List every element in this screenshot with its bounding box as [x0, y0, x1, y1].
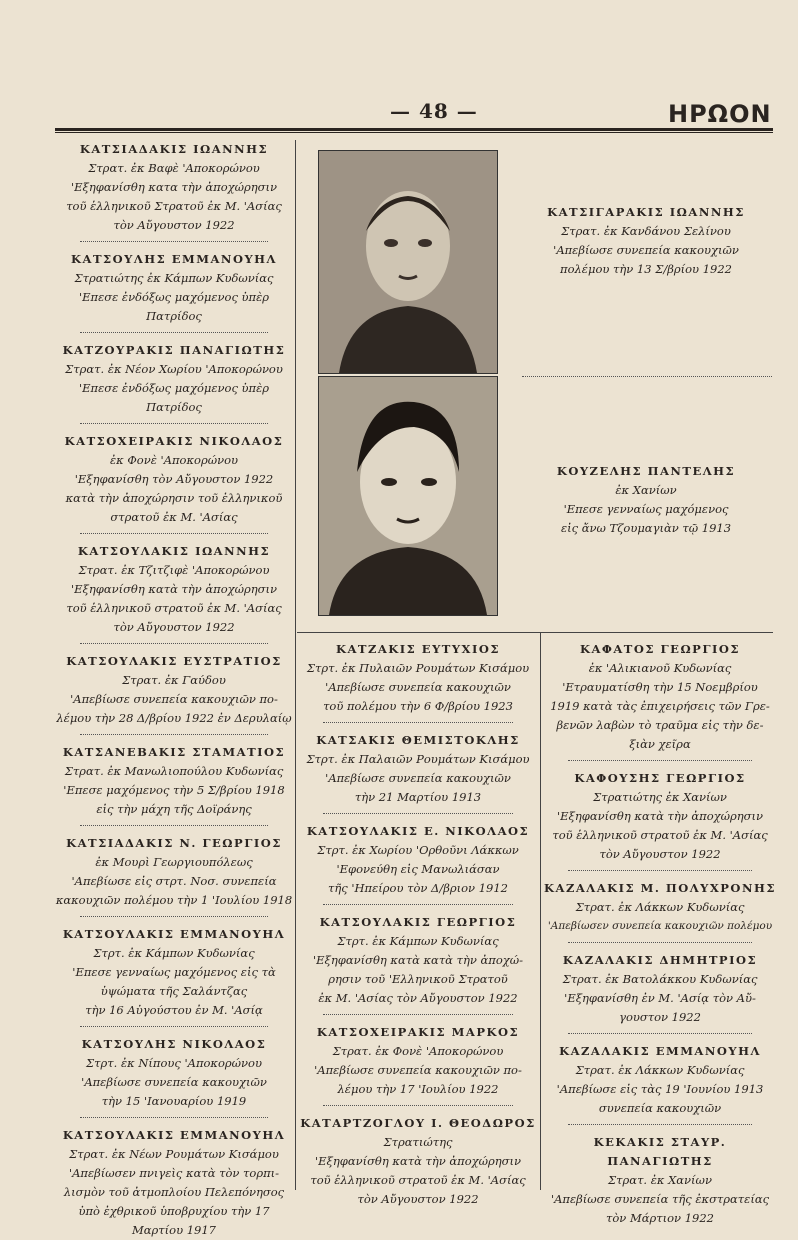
entry-katsoulakis-ioannis [55, 542, 293, 637]
entry-separator [323, 813, 513, 814]
entry-line: 'Απεβίωσε συνεπεία τῆς ἐκστρατείας [550, 1192, 770, 1206]
entry-name: ΚΟΥΖΕΛΗΣ ΠΑΝΤΕΛΗΣ [556, 464, 736, 478]
entry-name: ΚΑΤΣΟΥΛΗΣ ΝΙΚΟΛΑΟΣ [81, 1037, 267, 1051]
entry-line: ξιὰν χεῖρα [629, 737, 691, 751]
entry-line: Στρατ. ἐκ Κανδάνου Σελίνου [561, 224, 731, 238]
column-right [543, 640, 777, 1228]
column-right-top-2 [515, 462, 777, 538]
entry-katsoulakis-emmanouil [55, 925, 293, 1020]
entry-line: τὴν 15 'Ιανουαρίου 1919 [101, 1094, 247, 1108]
entry-kazalakis-emmanouil [543, 1042, 777, 1118]
entry-line: κατὰ τὴν ἀποχώρησιν τοῦ ἑλληνικοῦ [65, 491, 283, 505]
entry-name: ΚΑΤΣΑΝΕΒΑΚΙΣ ΣΤΑΜΑΤΙΟΣ [62, 745, 286, 759]
entry-line: τοῦ πολέμου τὴν 6 Φ/βρίου 1923 [323, 699, 513, 713]
entry-line: Στρτ. ἐκ Χωρίου 'Ορθοῦνι Λάκκων [317, 843, 519, 857]
entry-katsocheirakis-markos [298, 1023, 538, 1099]
entry-line: τὸν Αὔγουστον 1922 [357, 1192, 479, 1206]
entry-separator [80, 643, 268, 644]
header-rule-thin [55, 132, 773, 133]
entry-separator [80, 241, 268, 242]
entry-line: 'Επεσε μαχόμενος τὴν 5 Σ/βρίου 1918 [63, 783, 285, 797]
entry-name: ΚΑΤΣΟΥΛΑΚΙΣ Ε. ΝΙΚΟΛΑΟΣ [306, 824, 530, 838]
entry-separator [80, 825, 268, 826]
entry-katsoulis-emmanouil [55, 250, 293, 326]
header-rule [55, 128, 773, 131]
entry-katsoulis-nikolaos [55, 1035, 293, 1111]
entry-line: Στρατ. ἐκ Χανίων [608, 1173, 712, 1187]
entry-line: ὑπὸ ἐχθρικοῦ ὑποβρυχίου τὴν 17 [78, 1204, 270, 1218]
portrait-photo-bottom [318, 376, 498, 616]
entry-line: 'Εφονεύθη εἰς Μανωλιάσαν [336, 862, 500, 876]
entry-line: τοῦ ἑλληνικοῦ στρατοῦ ἐκ Μ. 'Ασίας [66, 601, 282, 615]
entry-line: πολέμου τὴν 13 Σ/βρίου 1922 [560, 262, 732, 276]
entry-line: 'Απεβίωσε συνεπεία κακουχιῶν [81, 1075, 267, 1089]
entry-name: ΚΑΤΣΟΧΕΙΡΑΚΙΣ ΝΙΚΟΛΑΟΣ [64, 434, 284, 448]
entry-katsigarakis-ioannis [515, 203, 777, 279]
entry-separator [80, 332, 268, 333]
entry-name: ΚΑΤΣΟΥΛΑΚΙΣ ΙΩΑΝΝΗΣ [77, 544, 271, 558]
entry-line: 'Απεβίωσε εἰς στρτ. Νοσ. συνεπεία [71, 874, 277, 888]
entry-line: Στρατ. ἐκ Βαφὲ 'Αποκορώνου [88, 161, 260, 175]
entry-line: λέμου τὴν 28 Δ/βρίου 1922 ἐν Δερυλαίῳ [56, 711, 292, 725]
entry-name: ΚΑΤΣΟΥΛΑΚΙΣ ΓΕΩΡΓΙΟΣ [319, 915, 517, 929]
entry-name: ΚΑΤΑΡΤΖΟΓΛΟΥ Ι. ΘΕΟΔΩΡΟΣ [300, 1116, 536, 1130]
entry-separator [80, 734, 268, 735]
entry-name: ΚΑΖΑΛΑΚΙΣ Μ. ΠΟΛΥΧΡΟΝΗΣ [544, 881, 776, 895]
entry-line: 'Απεβίωσε συνεπεία κακουχιῶν [325, 771, 511, 785]
entry-line: 'Απεβίωσε συνεπεία κακουχιῶν [553, 243, 739, 257]
column-divider-right [540, 632, 541, 1190]
entry-line: 'Επεσε γενναίως μαχόμενος [563, 502, 729, 516]
entry-line: τοῦ ἑλληνικοῦ στρατοῦ ἐκ Μ. 'Ασίας [552, 828, 768, 842]
entry-line: Στρτ. ἐκ Πυλαιῶν Ρουμάτων Κισάμου [306, 661, 530, 675]
entry-line: στρατοῦ ἐκ Μ. 'Ασίας [110, 510, 238, 524]
entry-line: Στρατ. ἐκ Γαύδου [122, 673, 226, 687]
entry-line: Στρατιώτης ἐκ Χανίων [593, 790, 727, 804]
entry-katsoulakis-nikolaos [298, 822, 538, 898]
entry-line: Στρατ. ἐκ Λάκκων Κυδωνίας [575, 1063, 745, 1077]
entry-separator [80, 533, 268, 534]
entry-katsanevakis-stamatios [55, 743, 293, 819]
entry-line: 'Απεβίωσε συνεπεία κακουχιῶν πο- [314, 1063, 522, 1077]
entry-line: 'Επεσε ἐνδόξως μαχόμενος ὑπὲρ Πατρίδος [78, 290, 270, 323]
entry-name: ΚΑΤΖΑΚΙΣ ΕΥΤΥΧΙΟΣ [336, 642, 500, 656]
entry-katsiadakis-ioannis [55, 140, 293, 235]
entry-line: τὴν 16 Αὐγούστου ἐν Μ. 'Ασίᾳ [85, 1003, 263, 1017]
entry-name: ΚΑΤΣΙΑΔΑΚΙΣ ΙΩΑΝΝΗΣ [79, 142, 269, 156]
entry-separator [323, 1105, 513, 1106]
entry-line: 'Απεβίωσε συνεπεία κακουχιῶν [325, 680, 511, 694]
entry-line: Στρτ. ἐκ Παλαιῶν Ρουμάτων Κισάμου [306, 752, 530, 766]
entry-line: ρησιν τοῦ 'Ελληνικοῦ Στρατοῦ [328, 972, 508, 986]
entry-name: ΚΑΤΣΙΓΑΡΑΚΙΣ ΙΩΑΝΝΗΣ [547, 205, 745, 219]
entry-line: γουστον 1922 [619, 1010, 701, 1024]
entry-line: τῆς 'Ηπείρου τὸν Δ/βριον 1912 [328, 881, 508, 895]
entry-separator [80, 423, 268, 424]
entry-katsiadakis-georgios [55, 834, 293, 910]
entry-line: τοῦ ἑλληνικοῦ Στρατοῦ ἐκ Μ. 'Ασίας [66, 199, 282, 213]
entry-line: 'Εξηφανίσθη ἐν Μ. 'Ασίᾳ τὸν Αὔ- [564, 991, 756, 1005]
entry-name: ΚΑΦΟΥΣΗΣ ΓΕΩΡΓΙΟΣ [574, 771, 746, 785]
entry-name: ΚΑΤΣΟΧΕΙΡΑΚΙΣ ΜΑΡΚΟΣ [316, 1025, 520, 1039]
entry-name: ΚΑΤΣΟΥΛΑΚΙΣ ΕΜΜΑΝΟΥΗΛ [62, 927, 286, 941]
entry-katzourakis-panagiotis [55, 341, 293, 417]
entry-name: ΚΑΤΣΟΥΛΗΣ ΕΜΜΑΝΟΥΗΛ [71, 252, 277, 266]
page-title: ΗΡΩΟΝ [668, 100, 772, 128]
entry-line: 'Εξηφανίσθη κατὰ τὴν ἀποχώρησιν [556, 809, 763, 823]
entry-line: 'Εξηφανίσθη κατα τὴν ἀποχώρησιν [70, 180, 277, 194]
entry-katartzoglou-theodoros [298, 1114, 538, 1209]
entry-separator [323, 1014, 513, 1015]
middle-top-rule [297, 632, 773, 633]
entry-line: Στρατ. ἐκ Μανωλιοπούλου Κυδωνίας [64, 764, 284, 778]
entry-separator [80, 916, 268, 917]
entry-line: Στρατ. ἐκ Βατολάκκου Κυδωνίας [562, 972, 758, 986]
entry-line: τὸν Αὔγουστον 1922 [599, 847, 721, 861]
entry-line: 'Ετραυματίσθη τὴν 15 Νοεμβρίου [562, 680, 758, 694]
entry-line: λέμου τὴν 17 'Ιουλίου 1922 [337, 1082, 499, 1096]
entry-katsocheirakis-nikolaos [55, 432, 293, 527]
entry-kafatos-georgios [543, 640, 777, 754]
entry-name: ΚΕΚΑΚΙΣ ΣΤΑΥΡ. ΠΑΝΑΓΙΩΤΗΣ [593, 1135, 727, 1168]
entry-separator [568, 1033, 752, 1034]
entry-line: 'Απεβίωσε συνεπεία κακουχιῶν πο- [70, 692, 278, 706]
entry-line: συνεπεία κακουχιῶν [598, 1101, 722, 1115]
entry-line: 'Εξηφανίσθη κατὰ τὴν ἀποχώρησιν [70, 582, 277, 596]
entry-line: εἰς τὴν μάχη τῆς Δοϊράνης [96, 802, 252, 816]
entry-separator [568, 1124, 752, 1125]
entry-line: λισμὸν τοῦ ἀτμοπλοίου Πελεπόνησος [63, 1185, 285, 1199]
page-number: — 48 — [390, 99, 478, 123]
entry-name: ΚΑΤΣΟΥΛΑΚΙΣ ΕΜΜΑΝΟΥΗΛ [62, 1128, 286, 1142]
entry-line: 'Εξηφανίσθη κατὰ κατὰ τὴν ἀποχώ- [313, 953, 523, 967]
entry-kafousis-georgios [543, 769, 777, 864]
entry-line: ἐκ Φονὲ 'Αποκορώνου [110, 453, 238, 467]
entry-line: ἐκ 'Αλικιανοῦ Κυδωνίας [588, 661, 732, 675]
right-top-rule [522, 376, 772, 377]
entry-line: 'Επεσε ἐνδόξως μαχόμενος ὑπὲρ Πατρίδος [78, 381, 270, 414]
entry-name: ΚΑΦΑΤΟΣ ΓΕΩΡΓΙΟΣ [579, 642, 741, 656]
entry-line: 'Απεβίωσεν συνεπεία κακουχιῶν πολέμου [547, 920, 773, 932]
entry-name: ΚΑΤΖΟΥΡΑΚΙΣ ΠΑΝΑΓΙΩΤΗΣ [62, 343, 286, 357]
entry-separator [568, 760, 752, 761]
entry-line: τὸν Αὔγουστον 1922 [113, 218, 235, 232]
entry-line: Στρατ. ἐκ Νέων Ρουμάτων Κισάμου [69, 1147, 279, 1161]
entry-line: τοῦ ἑλληνικοῦ στρατοῦ ἐκ Μ. 'Ασίας [310, 1173, 526, 1187]
entry-line: Στρατ. ἐκ Νέον Χωρίου 'Αποκορώνου [65, 362, 283, 376]
column-left [55, 140, 293, 1240]
entry-kouzelis-pantelis [515, 462, 777, 538]
column-divider-left [295, 140, 296, 1190]
entry-line: εἰς ἄνω Τζουμαγιὰν τῷ 1913 [560, 521, 732, 535]
entry-name: ΚΑΤΣΟΥΛΑΚΙΣ ΕΥΣΤΡΑΤΙΟΣ [66, 654, 282, 668]
entry-line: Στρατ. ἐκ Τζιτζιφὲ 'Αποκορώνου [78, 563, 270, 577]
entry-line: Στρτ. ἐκ Νίπους 'Αποκορώνου [86, 1056, 262, 1070]
entry-line: Στρατιώτης [383, 1135, 453, 1149]
entry-line: κακουχιῶν πολέμου τὴν 1 'Ιουλίου 1918 [55, 893, 293, 907]
entry-line: Στρατ. ἐκ Φονὲ 'Αποκορώνου [332, 1044, 504, 1058]
entry-line: 'Εξηφανίσθη κατὰ τὴν ἀποχώρησιν [314, 1154, 521, 1168]
entry-line: ἐκ Μουρὶ Γεωργιουπόλεως [95, 855, 253, 869]
entry-line: 1919 κατὰ τὰς ἐπιχειρήσεις τῶν Γρε- [550, 699, 770, 713]
entry-line: Μαρτίου 1917 [131, 1223, 216, 1237]
entry-line: τὸν Μάρτιον 1922 [606, 1211, 714, 1225]
entry-name: ΚΑΖΑΛΑΚΙΣ ΔΗΜΗΤΡΙΟΣ [562, 953, 758, 967]
entry-katsoulakis-emmanouil-2 [55, 1126, 293, 1240]
entry-katsoulakis-georgios [298, 913, 538, 1008]
entry-line: Στρτ. ἐκ Κάμπων Κυδωνίας [337, 934, 499, 948]
entry-line: 'Απεβίωσεν πνιγεὶς κατὰ τὸν τορπι- [68, 1166, 280, 1180]
entry-line: ὑψώματα τῆς Σαλάντζας [100, 984, 248, 998]
entry-line: βενῶν λαβὼν τὸ τραῦμα εἰς τὴν δε- [556, 718, 764, 732]
entry-line: Στρτ. ἐκ Κάμπων Κυδωνίας [93, 946, 255, 960]
entry-separator [568, 942, 752, 943]
entry-line: τὸν Αὔγουστον 1922 [113, 620, 235, 634]
entry-line: 'Επεσε γενναίως μαχόμενος εἰς τὰ [72, 965, 276, 979]
entry-separator [80, 1117, 268, 1118]
entry-katsoulakis-efstratios [55, 652, 293, 728]
entry-separator [323, 904, 513, 905]
entry-separator [323, 722, 513, 723]
entry-line: τὴν 21 Μαρτίου 1913 [354, 790, 482, 804]
entry-line: Στρατιώτης ἐκ Κάμπων Κυδωνίας [74, 271, 274, 285]
column-right-top [515, 203, 777, 279]
entry-kekakis-panagiotis [543, 1133, 777, 1228]
entry-line: 'Εξηφανίσθη τὸν Αὔγουστον 1922 [74, 472, 274, 486]
entry-line: ἐκ Χανίων [615, 483, 677, 497]
portrait-photo-top [318, 150, 498, 374]
entry-line: 'Απεβίωσε εἰς τὰς 19 'Ιουνίου 1913 [556, 1082, 764, 1096]
entry-katzakis-eftychios [298, 640, 538, 716]
entry-line: Στρατ. ἐκ Λάκκων Κυδωνίας [575, 900, 745, 914]
column-middle [298, 640, 538, 1209]
entry-kazalakis-dimitrios [543, 951, 777, 1027]
entry-kazalakis-polychronis [543, 879, 777, 936]
entry-separator [568, 870, 752, 871]
entry-name: ΚΑΤΣΙΑΔΑΚΙΣ Ν. ΓΕΩΡΓΙΟΣ [66, 836, 282, 850]
entry-name: ΚΑΖΑΛΑΚΙΣ ΕΜΜΑΝΟΥΗΛ [559, 1044, 761, 1058]
entry-separator [80, 1026, 268, 1027]
entry-line: ἐκ Μ. 'Ασίας τὸν Αὔγουστον 1922 [318, 991, 518, 1005]
entry-katsakis-themistoklis [298, 731, 538, 807]
entry-name: ΚΑΤΣΑΚΙΣ ΘΕΜΙΣΤΟΚΛΗΣ [316, 733, 520, 747]
